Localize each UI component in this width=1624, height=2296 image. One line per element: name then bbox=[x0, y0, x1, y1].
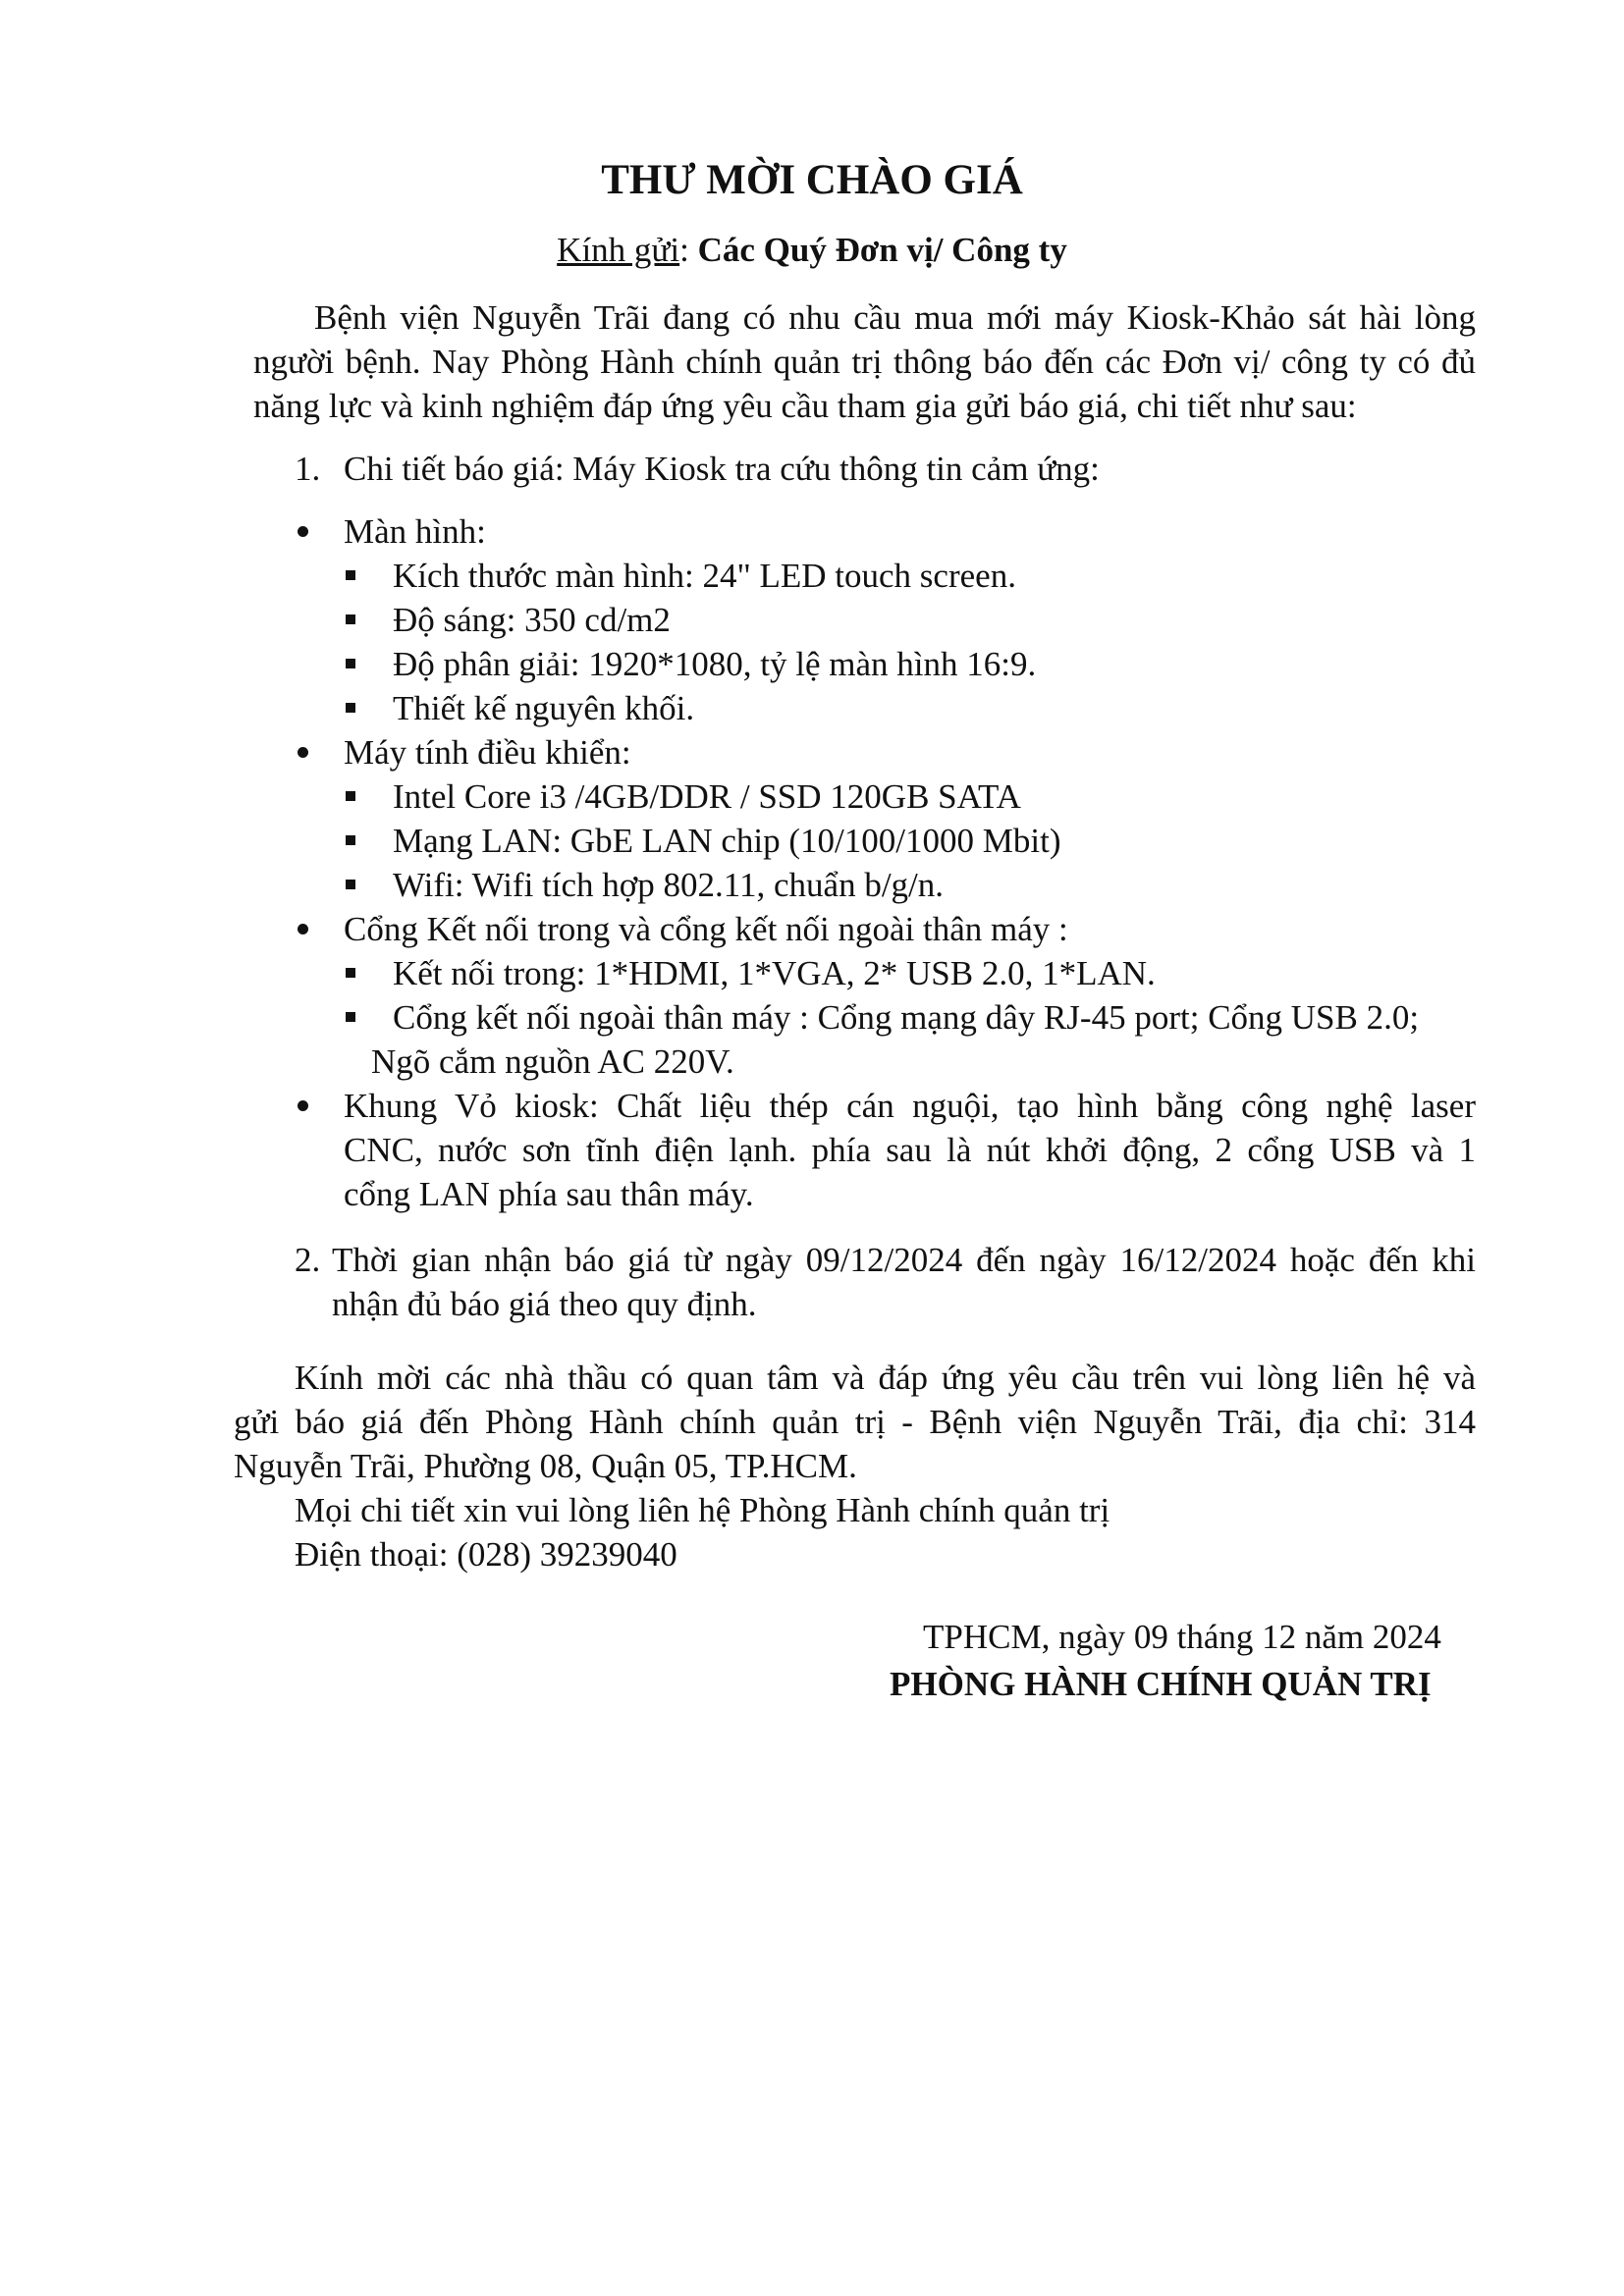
salutation-prefix: Kính gửi bbox=[557, 231, 680, 269]
screen-spec-3: Độ phân giải: 1920*1080, tỷ lệ màn hình 16:9. bbox=[393, 645, 1037, 683]
ports-spec-2-continued: Ngõ cắm nguồn AC 220V. bbox=[371, 1042, 734, 1081]
ports-spec-1: Kết nối trong: 1*HDMI, 1*VGA, 2* USB 2.0, 1*LAN. bbox=[393, 954, 1156, 992]
bullet-dot bbox=[298, 747, 308, 758]
bullet-square bbox=[346, 835, 355, 845]
bullet-square bbox=[346, 791, 355, 801]
bullet-square bbox=[346, 614, 355, 624]
screen-spec-2: Độ sáng: 350 cd/m2 bbox=[393, 601, 671, 639]
item-1-number: 1. bbox=[295, 450, 321, 488]
intro-line-2: người bệnh. Nay Phòng Hành chính quản trị thông báo đến các Đơn vị/ công ty có đủ bbox=[253, 343, 1476, 381]
bullet-square bbox=[346, 703, 355, 713]
contact-line: Mọi chi tiết xin vui lòng liên hệ Phòng Hành chính quản trị bbox=[295, 1491, 1110, 1529]
bullet-dot bbox=[298, 526, 308, 537]
invite-line-1: Kính mời các nhà thầu có quan tâm và đáp ứng yêu cầu trên vui lòng liên hệ và bbox=[295, 1359, 1476, 1397]
bullet-square bbox=[346, 880, 355, 889]
screen-spec-4: Thiết kế nguyên khối. bbox=[393, 689, 695, 727]
bullet-dot bbox=[298, 924, 308, 934]
bullet-square bbox=[346, 968, 355, 978]
frame-line-2: CNC, nước sơn tĩnh điện lạnh. phía sau là nút khởi động, 2 cổng USB và 1 bbox=[344, 1131, 1476, 1169]
intro-line-1: Bệnh viện Nguyễn Trãi đang có nhu cầu mua mới máy Kiosk-Khảo sát hài lòng bbox=[314, 298, 1476, 337]
item-2-line-2: nhận đủ báo giá theo quy định. bbox=[332, 1285, 757, 1323]
computer-spec-1: Intel Core i3 /4GB/DDR / SSD 120GB SATA bbox=[393, 777, 1021, 816]
salutation-recipient: Các Quý Đơn vị/ Công ty bbox=[697, 231, 1067, 269]
bullet-square bbox=[346, 570, 355, 580]
invite-line-3: Nguyễn Trãi, Phường 08, Quận 05, TP.HCM. bbox=[234, 1447, 857, 1485]
bullet-dot bbox=[298, 1100, 308, 1111]
screen-heading: Màn hình: bbox=[344, 512, 486, 551]
signature-office: PHÒNG HÀNH CHÍNH QUẢN TRỊ bbox=[890, 1665, 1432, 1703]
frame-line-3: cổng LAN phía sau thân máy. bbox=[344, 1175, 754, 1213]
screen-spec-1: Kích thước màn hình: 24" LED touch screen. bbox=[393, 557, 1016, 595]
computer-spec-2: Mạng LAN: GbE LAN chip (10/100/1000 Mbit) bbox=[393, 822, 1061, 860]
document-title: THƯ MỜI CHÀO GIÁ bbox=[601, 157, 1023, 203]
salutation-colon: : bbox=[679, 231, 698, 269]
item-1-text: Chi tiết báo giá: Máy Kiosk tra cứu thông tin cảm ứng: bbox=[344, 450, 1100, 488]
contact-phone: Điện thoại: (028) 39239040 bbox=[295, 1535, 677, 1574]
computer-heading: Máy tính điều khiển: bbox=[344, 733, 631, 772]
signature-date: TPHCM, ngày 09 tháng 12 năm 2024 bbox=[923, 1618, 1441, 1656]
item-2-number: 2. bbox=[295, 1241, 321, 1279]
ports-spec-2: Cổng kết nối ngoài thân máy : Cổng mạng dây RJ-45 port; Cổng USB 2.0; bbox=[393, 998, 1420, 1037]
bullet-square bbox=[346, 1012, 355, 1022]
computer-spec-3: Wifi: Wifi tích hợp 802.11, chuẩn b/g/n. bbox=[393, 866, 945, 904]
frame-line-1: Khung Vỏ kiosk: Chất liệu thép cán nguội, tạo hình bằng công nghệ laser bbox=[344, 1087, 1476, 1125]
salutation bbox=[0, 228, 1624, 272]
bullet-square bbox=[346, 659, 355, 668]
invite-line-2: gửi báo giá đến Phòng Hành chính quản trị - Bệnh viện Nguyễn Trãi, địa chỉ: 314 bbox=[234, 1403, 1476, 1441]
ports-heading: Cổng Kết nối trong và cổng kết nối ngoài thân máy : bbox=[344, 910, 1068, 948]
item-2-line-1: Thời gian nhận báo giá từ ngày 09/12/2024 đến ngày 16/12/2024 hoặc đến khi bbox=[332, 1241, 1476, 1279]
intro-line-3: năng lực và kinh nghiệm đáp ứng yêu cầu tham gia gửi báo giá, chi tiết như sau: bbox=[253, 387, 1357, 425]
